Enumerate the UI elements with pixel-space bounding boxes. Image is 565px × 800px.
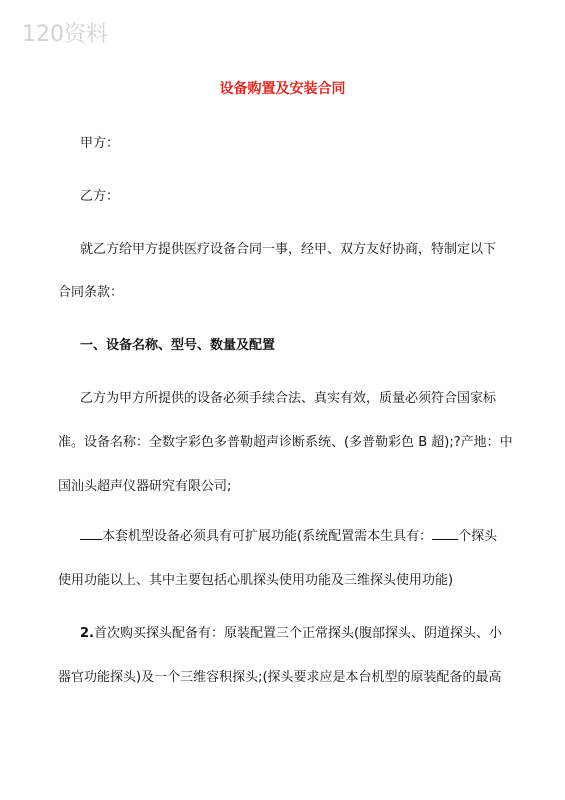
para3-line-2: 器官功能探头)及一个三维容积探头;(探头要求应是本台机型的原装配备的最高 — [58, 670, 502, 685]
watermark: 120资料 — [22, 22, 108, 47]
section-1-heading: 一、设备名称、型号、数量及配置 — [80, 338, 276, 353]
party-a-label: 甲方： — [80, 136, 120, 151]
blank-field — [80, 528, 102, 540]
party-b-label: 乙方： — [80, 189, 120, 204]
para1-line-3: 国汕头超声仪器研究有限公司; — [58, 479, 232, 494]
para2-text-2: 个探头 — [458, 529, 498, 544]
intro-line-2: 合同条款： — [58, 285, 124, 300]
para2-line-2: 使用功能以上、其中主要包括心肌探头使用功能及三维探头使用功能) — [58, 573, 454, 588]
document-title: 设备购置及安装合同 — [219, 81, 346, 97]
para2-text-1: 本套机型设备必须具有可扩展功能(系统配置需本生具有： — [102, 529, 433, 544]
blank-field — [432, 528, 458, 540]
para3-text: 首次购买探头配备有：原装配置三个正常探头(腹部探头、阴道探头、小 — [93, 626, 503, 641]
para3-number: 2. — [80, 626, 94, 641]
para2-line-1 — [80, 525, 497, 544]
intro-line-1: 就乙方给甲方提供医疗设备合同一事，经甲、双方友好协商，特制定以下 — [80, 242, 497, 257]
para1-line-2: 准。设备名称：全数字彩色多普勒超声诊断系统、(多普勒彩色 B 超);?产地：中 — [58, 435, 513, 450]
para1-line-1: 乙方为甲方所提供的设备必须手续合法、真实有效，质量必须符合国家标 — [80, 391, 497, 406]
para3-line-1 — [80, 622, 502, 641]
